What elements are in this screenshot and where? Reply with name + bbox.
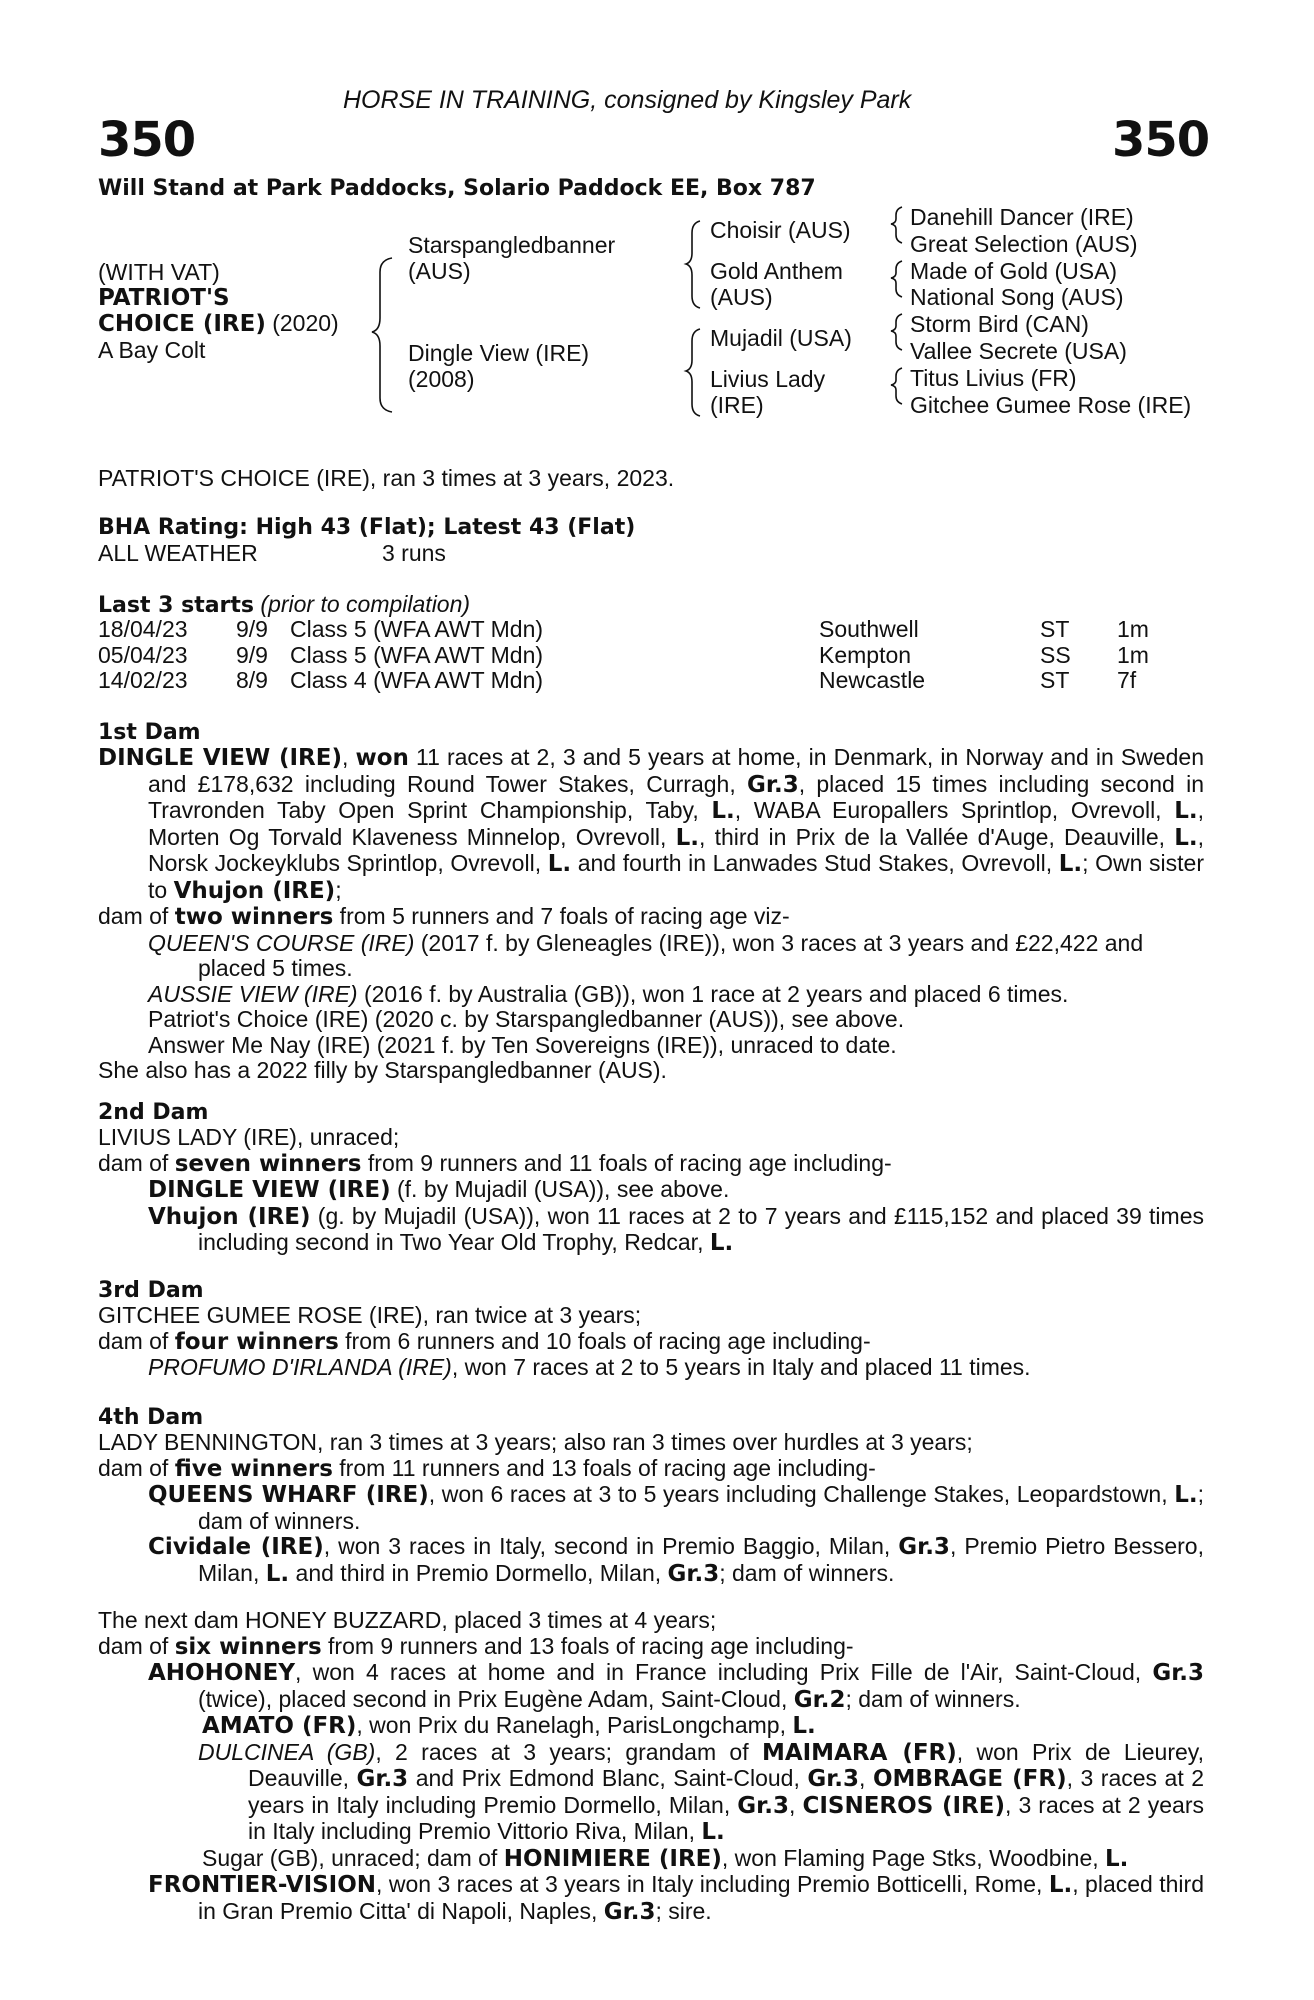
dam1-note: She also has a 2022 filly by Starspangledbanner (AUS). (98, 1057, 667, 1083)
gen3-3: Made of Gold (USA) (910, 258, 1118, 284)
gen3-5: Storm Bird (CAN) (910, 311, 1089, 337)
dam4-line1: LADY BENNINGTON, ran 3 times at 3 years; also ran 3 times over hurdles at 3 years; (98, 1429, 973, 1455)
table-row (0, 643, 1314, 669)
surface-label: ALL WEATHER (98, 540, 258, 566)
dam2-line1: LIVIUS LADY (IRE), unraced; (98, 1124, 400, 1150)
dam1-text: ; Own sister to (148, 850, 1204, 903)
starts-note: (prior to compilation) (260, 591, 471, 617)
dam1-runners: from 5 runners and 7 foals of racing age viz- (333, 903, 790, 929)
nextdam-section (98, 1608, 1204, 1925)
dam2-dam-of (98, 1151, 1204, 1178)
dam1-progeny-1 (98, 931, 1204, 982)
dam1-text: , WABA Europallers Sprintlop, Ovrevoll, (734, 797, 1175, 823)
dam-of-label: dam of (98, 1632, 175, 1659)
dam1-text: ; (335, 876, 342, 903)
progeny-text: , (859, 1765, 873, 1791)
progeny-text: ; dam of winners. (845, 1685, 1021, 1712)
dam4-dam-of (98, 1456, 1204, 1483)
group-marker: Gr.3 (898, 1534, 950, 1560)
dam1-won: won (355, 745, 409, 771)
dam4-progeny-text: , Premio Pietro Bessero, Milan, (198, 1533, 1204, 1586)
progeny-text: , won Flaming Page Stks, Woodbine, (721, 1844, 1106, 1871)
progeny-text: and Prix Edmond Blanc, Saint-Cloud, (408, 1765, 808, 1791)
dam4-progeny-text: , won 6 races at 3 to 5 years including Challenge Stakes, Leopardstown, (428, 1481, 1175, 1507)
dam2-winners: seven winners (174, 1150, 362, 1177)
nextdam-progeny-1 (98, 1660, 1204, 1713)
horse-description: A Bay Colt (98, 337, 206, 363)
listed-marker: L. (709, 1230, 734, 1256)
group-marker: Gr.2 (793, 1686, 846, 1713)
group-marker: Gr.3 (603, 1898, 656, 1925)
progeny-name: DULCINEA (GB) (198, 1738, 376, 1765)
progeny-name: CISNEROS (IRE) (802, 1792, 1005, 1819)
gen3-7: Titus Livius (FR) (910, 365, 1077, 391)
progeny-text: Sugar (GB), unraced; dam of (202, 1844, 504, 1871)
dam2-progeny-text: (g. by Mujadil (USA)), won 11 races at 2 to 7 years and £115,152 and placed 39 times including second in Two Year Old Trophy, Redcar, (198, 1202, 1204, 1255)
group-marker: Gr.3 (356, 1766, 409, 1792)
race-summary: PATRIOT'S CHOICE (IRE), ran 3 times at 3 years, 2023. (98, 465, 675, 491)
dam4-winners: five winners (174, 1455, 333, 1482)
listed-marker: L. (1048, 1872, 1073, 1898)
dam4-progeny-text: and third in Premio Dormello, Milan, (289, 1559, 668, 1586)
dam1-progeny-text: (2017 f. by Gleneagles (IRE)), won 3 races at 3 years and £22,422 and placed 5 times. (198, 929, 1144, 981)
nextdam-grandprogeny-2 (98, 1740, 1204, 1846)
gen3-8: Gitchee Gumee Rose (IRE) (910, 392, 1192, 418)
dam1-text: , third in Prix de la Vallée d'Auge, Deauville, (699, 823, 1175, 850)
listed-marker: L. (675, 824, 700, 851)
bha-rating: BHA Rating: High 43 (Flat); Latest 43 (Flat) (98, 515, 636, 540)
dam-of-label: dam of (98, 1454, 175, 1481)
dam3-dam-of (98, 1329, 1204, 1356)
dam3-progeny-name: PROFUMO D'IRLANDA (IRE) (148, 1354, 452, 1380)
nextdam-runners: from 9 runners and 13 foals of racing age including- (321, 1632, 854, 1659)
listed-marker: L. (1058, 851, 1083, 877)
start-distance: 7f (1117, 667, 1137, 693)
start-date: 14/02/23 (98, 667, 188, 693)
progeny-text: , won 4 races at home and in France including Prix Fille de l'Air, Saint-Cloud, (295, 1659, 1153, 1685)
listed-marker: L. (701, 1819, 725, 1845)
dam4-progeny-1 (98, 1482, 1204, 1534)
dam1-progeny-text: (2016 f. by Australia (GB)), won 1 race at 2 years and placed 6 times. (357, 980, 1069, 1007)
dam1-progeny-2 (98, 982, 1204, 1008)
dam2-section (98, 1125, 1204, 1257)
dam-of-label: dam of (98, 1149, 175, 1176)
start-race: Class 4 (WFA AWT Mdn) (290, 667, 544, 693)
progeny-name: AHOHONEY (148, 1660, 296, 1686)
dam1-section (98, 745, 1204, 1084)
dam2-progeny-text: (f. by Mujadil (USA)), see above. (390, 1176, 730, 1202)
starts-heading (98, 592, 470, 619)
dam1-progeny-name: QUEEN'S COURSE (IRE) (148, 929, 415, 956)
lot-number-left: 350 (98, 112, 196, 168)
dam-of-label: dam of (98, 903, 175, 929)
dam1-text: , placed 15 times including second in Travronden Taby Open Sprint Championship, Taby, (148, 770, 1204, 823)
start-position: 9/9 (236, 642, 268, 668)
start-position: 8/9 (236, 667, 268, 693)
dam1-text: and fourth in Lanwades Stud Stakes, Ovrevoll, (571, 850, 1059, 876)
dam-of-label: dam of (98, 1327, 175, 1354)
dam4-progeny-name: Cividale (IRE) (148, 1534, 324, 1560)
dam1-progeny-name: AUSSIE VIEW (IRE) (148, 980, 358, 1007)
group-marker: Gr.3 (737, 1792, 789, 1819)
dam-dam-name: Livius Lady (710, 366, 826, 392)
start-going: ST (1040, 616, 1070, 642)
surface-runs: 3 runs (382, 540, 446, 566)
starts-title: Last 3 starts (98, 593, 255, 618)
start-date: 18/04/23 (98, 616, 188, 642)
start-course: Southwell (819, 616, 919, 642)
dam-year: (2008) (408, 366, 475, 392)
dam3-heading: 3rd Dam (98, 1278, 204, 1303)
dam1-dam-of (98, 904, 1204, 931)
dam4-heading: 4th Dam (98, 1405, 204, 1430)
progeny-text: (twice), placed second in Prix Eugène Adam, Saint-Cloud, (198, 1685, 794, 1712)
dam4-progeny-text: , won 3 races in Italy, second in Premio Baggio, Milan, (323, 1533, 899, 1559)
group-marker: Gr.3 (747, 771, 799, 798)
progeny-text: ; sire. (655, 1897, 712, 1924)
horse-year: (2020) (272, 310, 339, 336)
gen3-4: National Song (AUS) (910, 284, 1124, 310)
nextdam-dam-of (98, 1634, 1204, 1661)
sire-sire: Choisir (AUS) (710, 217, 851, 243)
sire-name: Starspangledbanner (408, 232, 616, 258)
table-row (0, 668, 1314, 694)
dam1-winners: two winners (174, 904, 334, 930)
dam1-sister: Vhujon (IRE) (173, 877, 336, 904)
dam3-progeny-text: , won 7 races at 2 to 5 years in Italy and placed 11 times. (451, 1354, 1031, 1380)
dam-name: Dingle View (IRE) (408, 340, 590, 366)
group-marker: Gr.3 (1152, 1660, 1204, 1686)
dam4-progeny-text: ; dam of winners. (719, 1559, 895, 1586)
dam3-runners: from 6 runners and 10 foals of racing age including- (338, 1327, 871, 1354)
gen3-1: Danehill Dancer (IRE) (910, 204, 1134, 230)
dam2-progeny-name: Vhujon (IRE) (148, 1203, 311, 1230)
group-marker: Gr.3 (807, 1766, 860, 1792)
sire-dam-country: (AUS) (710, 284, 773, 310)
dam1-record: DINGLE VIEW (IRE), won 11 races at 2, 3 and 5 years at home, in Denmark, in Norway and in Sweden and £178,632 including Round Tower Stakes, Curragh, Gr.3, placed 15 times including second in Travronden Taby Open Sprint Championship, Taby, L., WABA Europallers Sprintlop, Ovrevoll, L., Morten Og Torvald Klaveness Minnelop, Ovrevoll, L., third in Prix de la Vallée d'Auge, Deauville, L., Norsk Jockeyklubs Sprintlop, Ovrevoll, L. and fourth in Lanwades Stud Stakes, Ovrevoll, L.; Own sister to Vhujon (IRE); (98, 744, 1205, 904)
start-date: 05/04/23 (98, 642, 188, 668)
progeny-name: HONIMIERE (IRE) (503, 1845, 722, 1872)
nextdam-winners: six winners (174, 1633, 322, 1660)
dam2-progeny-name: DINGLE VIEW (IRE) (148, 1177, 391, 1203)
pedigree-braces (0, 0, 1314, 430)
progeny-text: , 2 races at 3 years; grandam of (375, 1738, 762, 1765)
progeny-text: , won Prix du Ranelagh, ParisLongchamp, (356, 1712, 793, 1738)
dam4-section (98, 1430, 1204, 1587)
start-race: Class 5 (WFA AWT Mdn) (290, 642, 544, 668)
listed-marker: L. (1174, 1482, 1198, 1508)
dam1-heading: 1st Dam (98, 720, 201, 745)
progeny-name: MAIMARA (FR) (761, 1739, 957, 1766)
progeny-text: , won Prix de Lieurey, Deauville, (248, 1738, 1204, 1791)
start-position: 9/9 (236, 616, 268, 642)
progeny-text: , 3 races at 2 years in Italy including Premio Dormello, Milan, (248, 1765, 1205, 1818)
dam1-name: DINGLE VIEW (IRE) (98, 745, 342, 771)
horse-name-line1: PATRIOT'S (98, 285, 230, 311)
dam2-progeny-2 (98, 1204, 1204, 1257)
dam1-text: , Norsk Jockeyklubs Sprintlop, Ovrevoll, (148, 823, 1204, 876)
dam2-progeny-1 (98, 1177, 1204, 1204)
start-race: Class 5 (WFA AWT Mdn) (290, 616, 544, 642)
dam1-text: 11 races at 2, 3 and 5 years at home, in Denmark, in Norway and in Sweden and £178,632 including Round Tower Stakes, Curragh, (148, 744, 1204, 797)
dam4-runners: from 11 runners and 13 foals of racing age including- (332, 1454, 876, 1481)
nextdam-grandprogeny-1 (98, 1713, 1204, 1740)
listed-marker: L. (1174, 798, 1198, 824)
dam3-line1: GITCHEE GUMEE ROSE (IRE), ran twice at 3 years; (98, 1302, 642, 1328)
dam4-progeny-2 (98, 1534, 1204, 1587)
sire-dam-name: Gold Anthem (710, 258, 843, 284)
nextdam-progeny-2 (98, 1872, 1204, 1925)
dam1-progeny-3: Patriot's Choice (IRE) (2020 c. by Starspangledbanner (AUS)), see above. (148, 1006, 905, 1032)
dam2-runners: from 9 runners and 11 foals of racing age including- (361, 1149, 892, 1176)
lot-number-right: 350 (1112, 112, 1210, 168)
horse-name-suffix: CHOICE (IRE) (98, 311, 266, 337)
progeny-text: , 3 races at 2 years in Italy including Premio Vittorio Riva, Milan, (248, 1791, 1205, 1844)
start-distance: 1m (1117, 616, 1149, 642)
progeny-name: FRONTIER-VISION (148, 1872, 377, 1898)
listed-marker: L. (1174, 824, 1198, 851)
progeny-text: , placed third in Gran Premio Citta' di Napoli, Naples, (198, 1871, 1204, 1924)
group-marker: Gr.3 (667, 1560, 720, 1587)
nextdam-line1: The next dam HONEY BUZZARD, placed 3 times at 4 years; (98, 1607, 717, 1633)
progeny-name: OMBRAGE (FR) (872, 1766, 1067, 1792)
dam1-progeny-4: Answer Me Nay (IRE) (2021 f. by Ten Sovereigns (IRE)), unraced to date. (148, 1031, 897, 1058)
dam-dam-country: (IRE) (710, 392, 764, 418)
dam1-text: , Morten Og Torvald Klaveness Minnelop, Ovrevoll, (148, 797, 1205, 850)
listed-marker: L. (792, 1713, 816, 1739)
dam2-heading: 2nd Dam (98, 1100, 209, 1125)
listed-marker: L. (547, 851, 572, 877)
consignment-line: HORSE IN TRAINING, consigned by Kingsley Park (343, 86, 912, 114)
listed-marker: L. (265, 1560, 290, 1587)
start-going: ST (1040, 667, 1070, 693)
listed-marker: L. (711, 798, 735, 824)
dam3-section (98, 1303, 1204, 1381)
gen3-2: Great Selection (AUS) (910, 231, 1138, 257)
start-course: Kempton (819, 642, 912, 668)
progeny-name: AMATO (FR) (202, 1713, 357, 1739)
listed-marker: L. (1105, 1845, 1129, 1872)
dam3-progeny-1 (98, 1355, 1204, 1381)
dam4-progeny-name: QUEENS WHARF (IRE) (148, 1482, 429, 1508)
table-row (0, 617, 1314, 643)
progeny-text: , won 3 races at 3 years in Italy including Premio Botticelli, Rome, (376, 1871, 1049, 1897)
start-distance: 1m (1117, 642, 1149, 668)
dam-sire: Mujadil (USA) (710, 325, 852, 351)
dam3-winners: four winners (174, 1328, 339, 1355)
start-going: SS (1040, 642, 1071, 668)
nextdam-grandprogeny-3 (98, 1846, 1204, 1873)
start-course: Newcastle (819, 667, 926, 693)
stand-location: Will Stand at Park Paddocks, Solario Paddock EE, Box 787 (98, 176, 816, 201)
progeny-text: , (788, 1791, 803, 1818)
dam4-progeny-text: ; dam of winners. (198, 1481, 1204, 1534)
gen3-6: Vallee Secrete (USA) (910, 338, 1127, 364)
sire-country: (AUS) (408, 258, 471, 284)
vat-note: (WITH VAT) (98, 259, 220, 285)
